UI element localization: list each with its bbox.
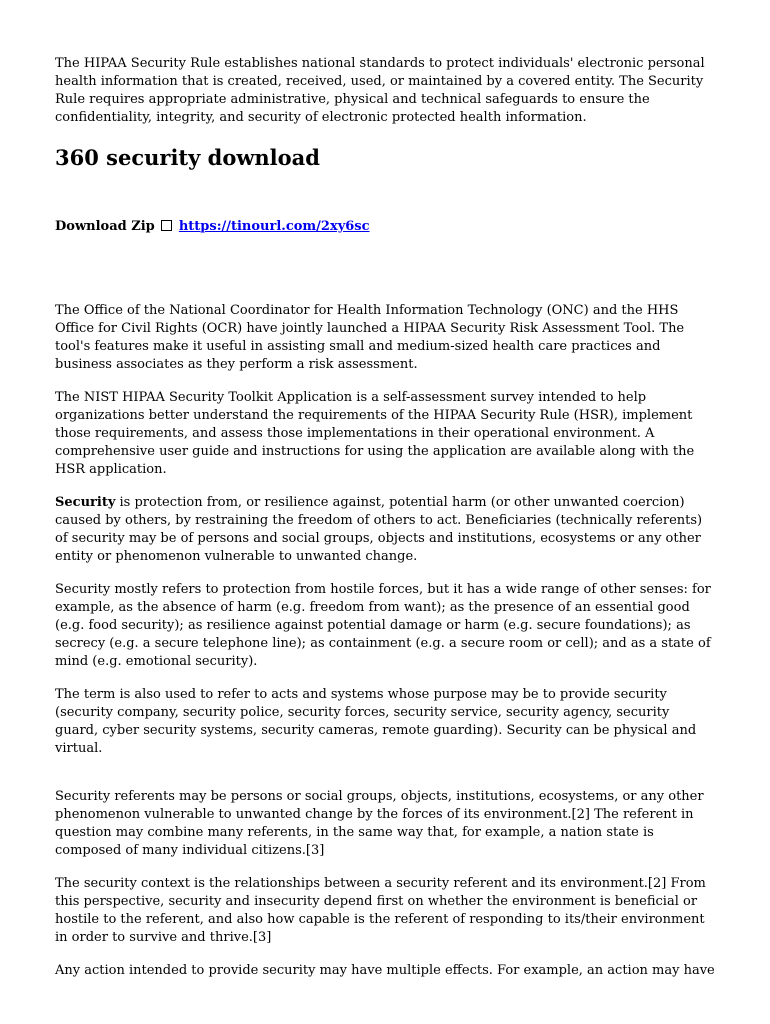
paragraph-security-definition <box>55 494 715 566</box>
missing-glyph-icon <box>161 220 172 231</box>
download-line <box>55 218 715 236</box>
paragraph-term-usage: The term is also used to refer to acts and systems whose purpose may be to provide security (security company, security police, security forces, security service, security agency, security guard, cyber security systems, security cameras, remote guarding). Security can be physical and virtual. <box>55 687 697 756</box>
security-term: Security <box>55 495 116 510</box>
download-label: Download Zip <box>55 219 155 234</box>
paragraph-context: The security context is the relationships between a security referent and its environment.[2] From this perspective, security and insecurity depend first on whether the environment is beneficial or hostile to the referent, and also how capable is the referent of responding to its/their environment in order to survive and thrive.[3] <box>55 876 706 945</box>
paragraph-referents: Security referents may be persons or social groups, objects, institutions, ecosystems, or any other phenomenon vulnerable to unwanted change by the forces of its environment.[2] The referent in question may combine many referents, in the same way that, for example, a nation state is composed of many individual citizens.[3] <box>55 789 704 858</box>
document-page <box>55 55 715 980</box>
download-link[interactable]: https://tinourl.com/2xy6sc <box>178 219 370 234</box>
security-definition-text: is protection from, or resilience against, potential harm (or other unwanted coercion) caused by others, by restraining the freedom of others to act. Beneficiaries (technically referents) of security may be of persons and social groups, objects and institutions, ecosystems or any other entity or phenomenon vulnerable to unwanted change. <box>55 495 703 564</box>
paragraph-nist: The NIST HIPAA Security Toolkit Application is a self-assessment survey intended to help organizations better understand the requirements of the HIPAA Security Rule (HSR), implement those requirements, and assess those implementations in their operational environment. A comprehensive user guide and instructions for using the application are available along with the HSR application. <box>55 390 695 477</box>
paragraph-onc: The Office of the National Coordinator for Health Information Technology (ONC) and the HHS Office for Civil Rights (OCR) have jointly launched a HIPAA Security Risk Assessment Tool. The tool's features make it useful in assisting small and medium-sized health care practices and business associates as they perform a risk assessment. <box>55 303 685 372</box>
paragraph-senses: Security mostly refers to protection from hostile forces, but it has a wide range of other senses: for example, as the absence of harm (e.g. freedom from want); as the presence of an essential good (e.g. food security); as resilience against potential damage or harm (e.g. secure foundations); as secrecy (e.g. a secure telephone line); as containment (e.g. a secure room or cell); and as a state of mind (e.g. emotional security). <box>55 582 711 669</box>
page-title: 360 security download <box>55 145 320 170</box>
intro-paragraph: The HIPAA Security Rule establishes national standards to protect individuals' electronic personal health information that is created, received, used, or maintained by a covered entity. The Security Rule requires appropriate administrative, physical and technical safeguards to ensure the confidentiality, integrity, and security of electronic protected health information. <box>55 56 705 125</box>
paragraph-effects: Any action intended to provide security may have multiple effects. For example, an action may have <box>55 963 715 978</box>
